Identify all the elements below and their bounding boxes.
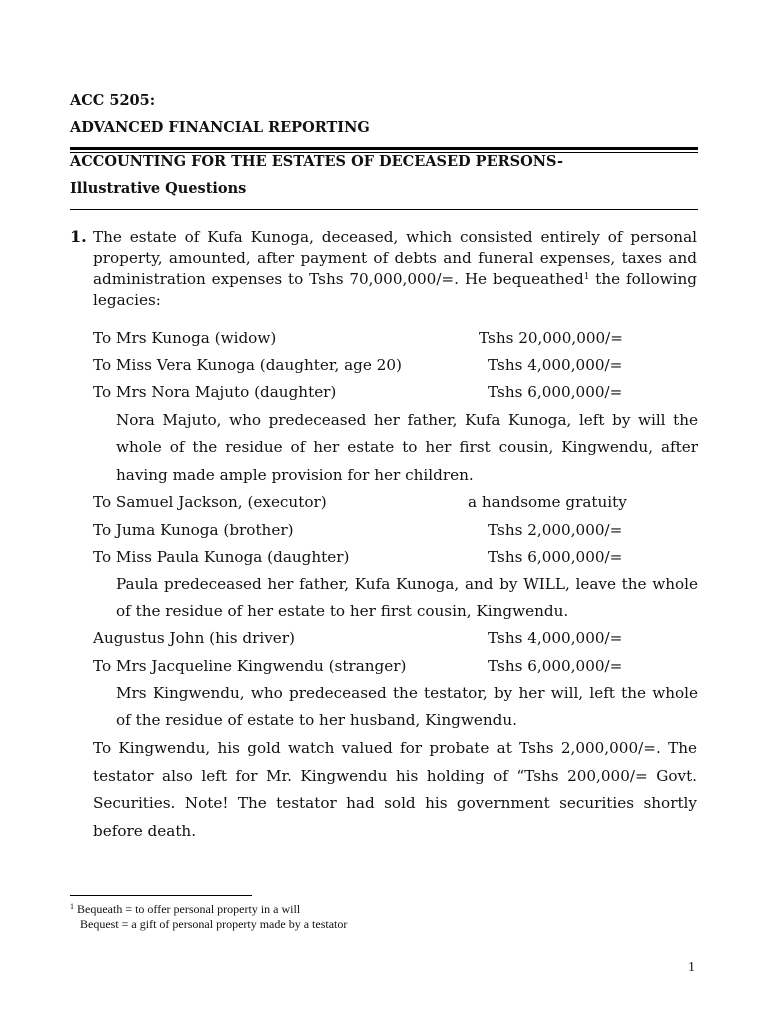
footnote-text-1: Bequeath = to offer personal property in a will <box>74 902 301 916</box>
footnote-reference: 1 <box>583 272 590 282</box>
legacy-name: To Mrs Nora Majuto (daughter) <box>93 383 337 401</box>
section-rule <box>70 209 698 210</box>
legacy-name: To Mrs Jacqueline Kingwendu (stranger) <box>93 657 407 675</box>
footnote-line-1 <box>70 902 300 917</box>
closing-paragraph: To Kingwendu, his gold watch valued for probate at Tshs 2,000,000/=. The testator also left for Mr. Kingwendu his holding of “Tshs 200,000/= Govt. Securities. Note! The testator had sold his government securities shortly before death. <box>93 739 697 840</box>
legacy-note: Paula predeceased her father, Kufa Kunoga, and by WILL, leave the whole of the residue of her estate to her first cousin, Kingwendu. <box>116 575 698 621</box>
legacy-name: To Samuel Jackson, (executor) <box>93 493 327 511</box>
footnote-separator <box>70 895 252 896</box>
footnote-line-2: Bequest = a gift of personal property made by a testator <box>80 917 348 931</box>
question-intro-text: The estate of Kufa Kunoga, deceased, which consisted entirely of personal property, amounted, after payment of debts and funeral expenses, taxes and administration expenses to Tshs 70,000,000/=. He bequeathed <box>93 228 697 288</box>
double-rule-top <box>70 147 698 150</box>
course-code: ACC 5205: <box>70 92 156 109</box>
legacy-amount: Tshs 20,000,000/= <box>479 329 624 347</box>
legacy-note: Mrs Kingwendu, who predeceased the testator, by her will, left the whole of the residue of estate to her husband, Kingwendu. <box>116 684 698 730</box>
question-number: 1. <box>70 227 87 246</box>
legacy-note: Nora Majuto, who predeceased her father, Kufa Kunoga, left by will the whole of the residue of her estate to her first cousin, Kingwendu, after having made ample provision for her children. <box>116 411 698 484</box>
legacy-name: To Miss Vera Kunoga (daughter, age 20) <box>93 356 402 374</box>
legacy-amount: a handsome gratuity <box>468 493 627 511</box>
page-number: 1 <box>688 960 695 975</box>
subtitle-heading: Illustrative Questions <box>70 180 247 197</box>
legacy-name: To Mrs Kunoga (widow) <box>93 329 277 347</box>
footnote-marker: 1 <box>70 902 74 911</box>
legacy-amount: Tshs 6,000,000/= <box>488 657 623 675</box>
legacy-amount: Tshs 6,000,000/= <box>488 548 623 566</box>
question-intro <box>93 227 697 311</box>
legacy-amount: Tshs 6,000,000/= <box>488 383 623 401</box>
legacy-name: To Miss Paula Kunoga (daughter) <box>93 548 350 566</box>
legacy-name: To Juma Kunoga (brother) <box>93 521 294 539</box>
course-title: ADVANCED FINANCIAL REPORTING <box>70 119 370 136</box>
topic-heading: ACCOUNTING FOR THE ESTATES OF DECEASED PERSONS- <box>70 153 564 170</box>
legacy-amount: Tshs 4,000,000/= <box>488 629 623 647</box>
legacy-name: Augustus John (his driver) <box>93 629 295 647</box>
question-intro-text-end: the following legacies: <box>93 270 697 309</box>
legacy-amount: Tshs 2,000,000/= <box>488 521 623 539</box>
legacy-amount: Tshs 4,000,000/= <box>488 356 623 374</box>
